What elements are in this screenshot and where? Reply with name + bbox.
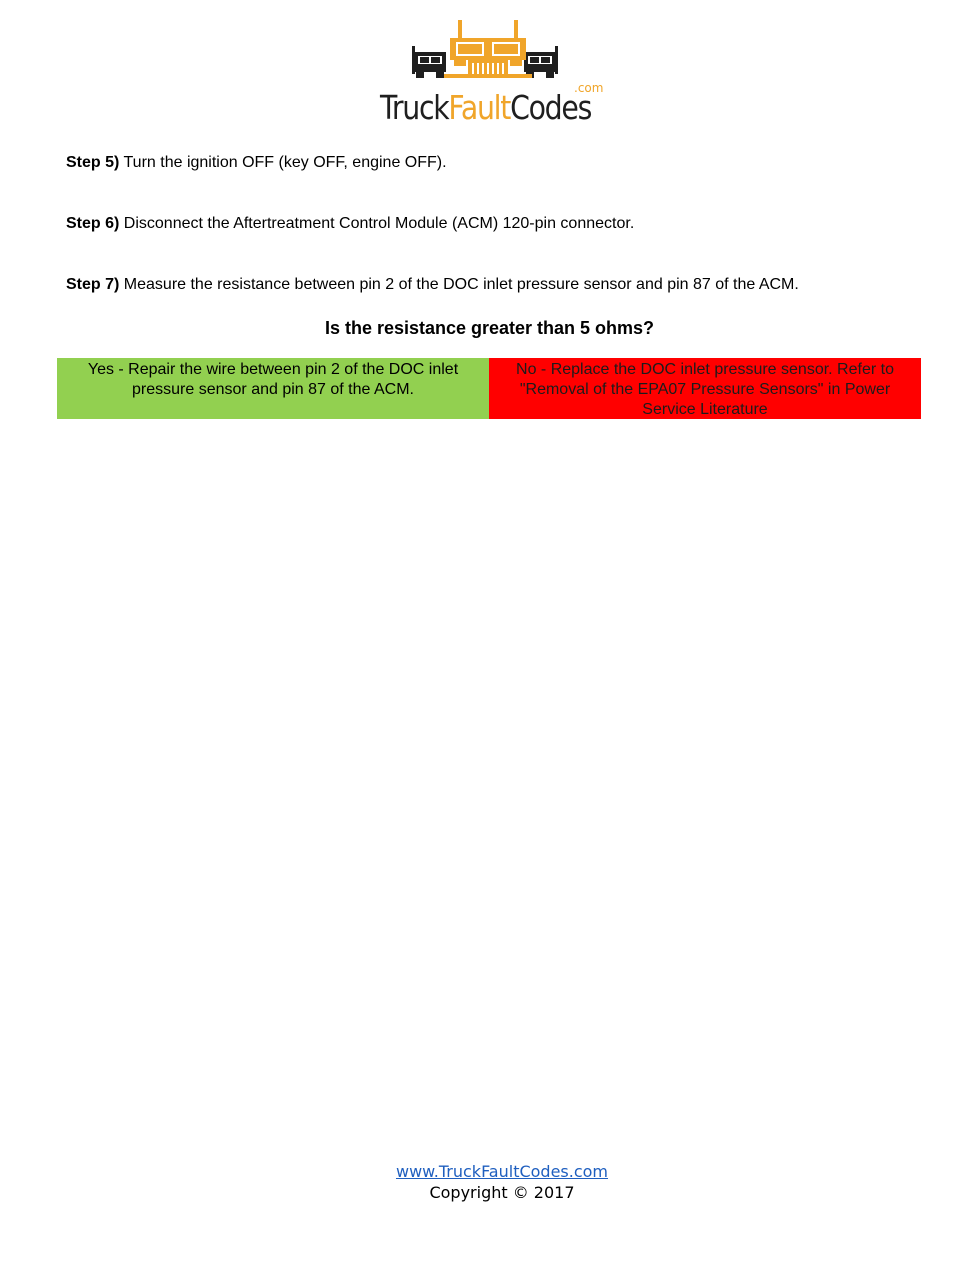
copyright-text: Copyright © 2017 [429,1183,575,1202]
answer-no-cell: No - Replace the DOC inlet pressure sensor. Refer to "Removal of the EPA07 Pressure Sensors" in Power Service Literature [489,358,921,419]
answer-yes-cell: Yes - Repair the wire between pin 2 of the DOC inlet pressure sensor and pin 87 of the ACM. [57,358,489,419]
step-text: Turn the ignition OFF (key OFF, engine OFF). [119,154,447,171]
answer-table [57,358,921,419]
logo-word-fault: Fault [448,88,511,127]
page-footer [0,1161,979,1203]
decision-question: Is the resistance greater than 5 ohms? [324,318,655,338]
step-label: Step 6) [66,215,120,232]
logo-word-codes: Codes [510,88,592,127]
step-label: Step 7) [66,276,120,293]
step-7 [66,275,799,295]
site-logo [378,18,628,130]
step-5 [66,153,447,173]
step-text: Disconnect the Aftertreatment Control Module (ACM) 120-pin connector. [119,215,635,232]
truck-grille-icon [378,18,578,80]
website-link[interactable]: www.TruckFaultCodes.com [395,1162,609,1181]
step-label: Step 5) [66,154,120,171]
step-text: Measure the resistance between pin 2 of the DOC inlet pressure sensor and pin 87 of the ACM. [119,276,799,293]
logo-word-truck: Truck [380,88,449,127]
logo-wordmark [380,88,591,128]
logo-com: .com [574,81,604,95]
step-6 [66,214,634,234]
